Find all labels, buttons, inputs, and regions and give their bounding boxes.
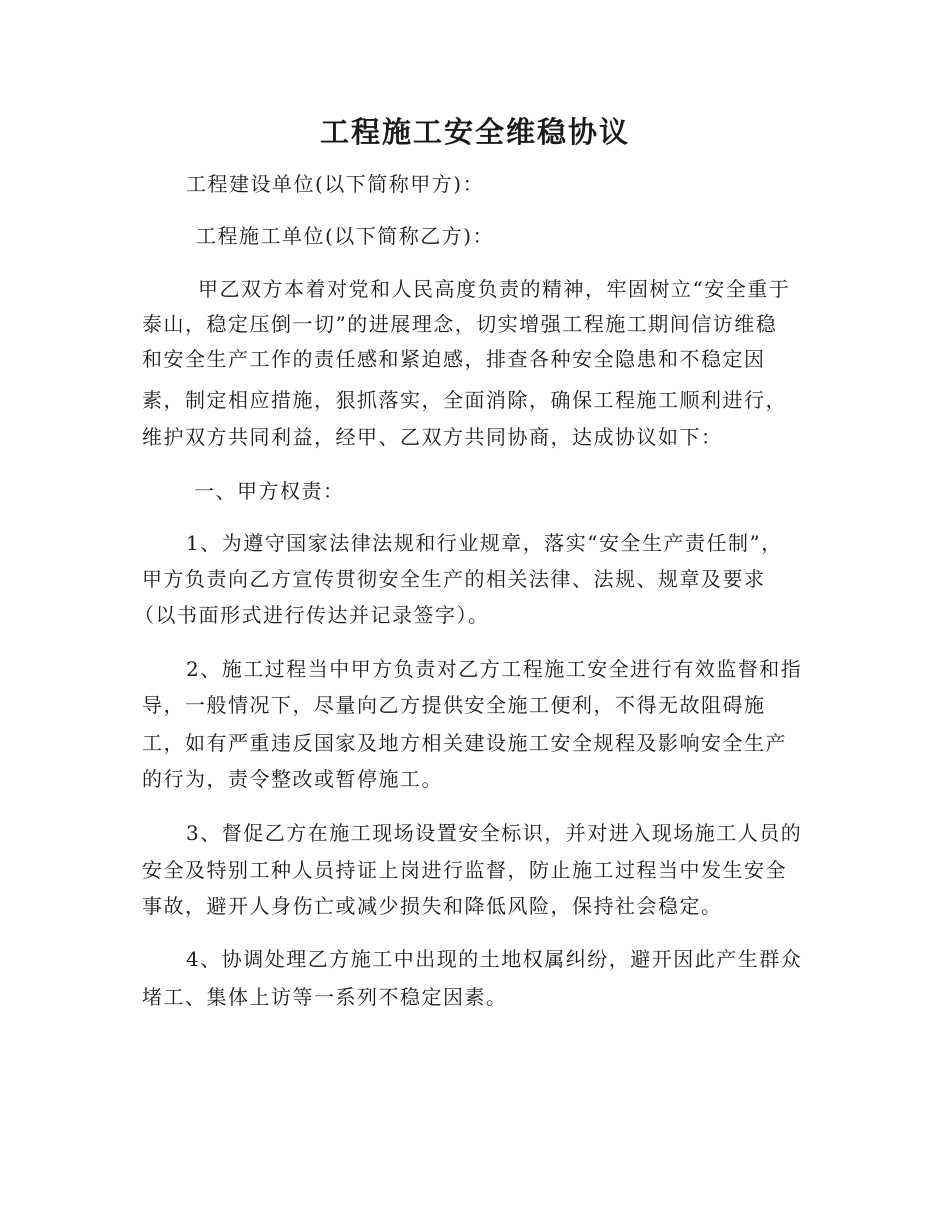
section-heading-party-a: 一、甲方权责： [194,479,345,503]
clause-line: 的行为，责令整改或暂停施工。 [142,767,443,791]
clause-line: 事故，避开人身伤亡或减少损失和降低风险，保持社会稳定。 [142,894,723,918]
clause-line: 4、协调处理乙方施工中出现的土地权属纠纷，避开因此产生群众 [186,947,803,971]
clause-line: 安全及特别工种人员持证上岗进行监督，防止施工过程当中发生安全 [142,858,787,882]
clause-line: 堵工、集体上访等一系列不稳定因素。 [142,985,508,1009]
party-a-line: 工程建设单位(以下简称甲方)： [186,172,485,196]
clause-line: 2、施工过程当中甲方负责对乙方工程施工安全进行有效监督和指 [186,657,803,681]
preamble-line: 泰山，稳定压倒一切”的进展理念，切实增强工程施工期间信访维稳 [142,312,778,336]
clause-line: 导，一般情况下，尽量向乙方提供安全施工便利，不得无故阻碍施 [142,693,766,717]
preamble-line: 维护双方共同利益，经甲、乙双方共同协商，达成协议如下： [142,425,723,449]
clause-line: （以书面形式进行传达并记录签字）。 [134,603,490,627]
preamble-line: 素，制定相应措施，狠抓落实，全面消除，确保工程施工顺利进行， [142,388,787,412]
clause-line: 工，如有严重违反国家及地方相关建设施工安全规程及影响安全生产 [142,731,787,755]
preamble-line: 甲乙双方本着对党和人民高度负责的精神，牢固树立“安全重于 [198,277,791,301]
document-title: 工程施工安全维稳协议 [319,115,630,149]
clause-line: 3、督促乙方在施工现场设置安全标识，并对进入现场施工人员的 [186,821,803,845]
party-b-line: 工程施工单位(以下简称乙方)： [196,224,495,248]
clause-line: 甲方负责向乙方宣传贯彻安全生产的相关法律、法规、规章及要求 [142,567,766,591]
clause-line: 1、为遵守国家法律法规和行业规章，落实“安全生产责任制”， [186,531,783,555]
preamble-line: 和安全生产工作的责任感和紧迫感，排查各种安全隐患和不稳定因 [142,347,766,371]
